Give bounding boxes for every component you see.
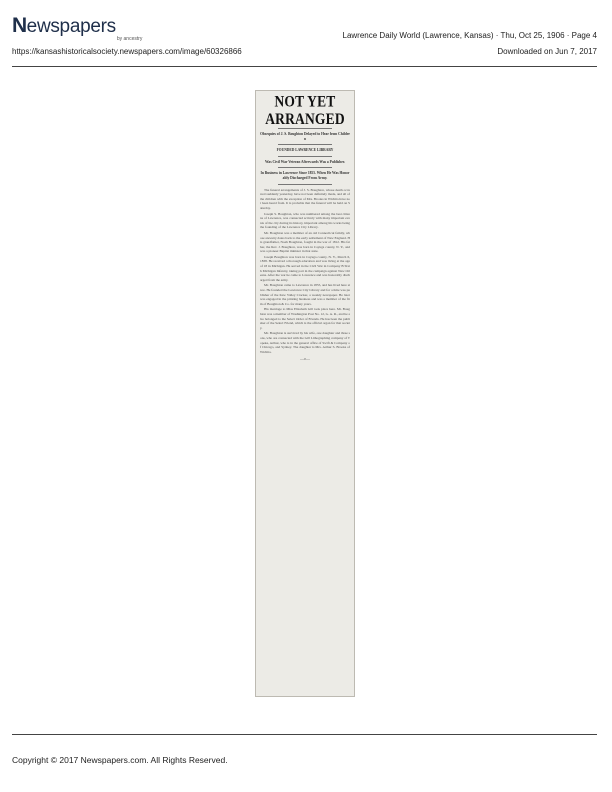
clipping-paragraph: Mr. Boughton was a member of an old Connecticut family, whose ancestry dates back to the early settlement of New England. His grandfather, Noah Boughton, fought in the war of 1812. His father, the Rev. J. Boughton, was born in Cayuga county, N. Y., and was a pioneer Baptist minister in that state. xyxy=(260,230,350,254)
clipping-subhead: Obsequies of J. S. Boughton Delayed to Hear from Children xyxy=(260,132,350,141)
clipping-subhead: In Business in Lawrence Since 1855. When He Was Honorably Discharged From Army. xyxy=(260,171,350,180)
clipping-paragraph: His marriage to Miss Elizabeth Gill took place here. Mr. Boughton was a member of Washington Post No. 12, G. A. R., and he also belonged to the Select Order of Friends. He has been the publisher of the Select Friend, which is the official organ for that society. xyxy=(260,307,350,330)
clipping-body xyxy=(260,188,350,355)
clipping-paragraph: Mr. Boughton is survived by his wife, one daughter and three sons, who are connected with the Gill Lithographing company of Topeka, Arthur, who is in the general office of Swift & Company of Chicago, and Sydney. The daughter is Mrs. Arthur S. Brooks of Wichita. xyxy=(260,331,350,354)
footer-divider xyxy=(12,734,597,735)
clipping-rule xyxy=(278,128,332,129)
publication-info: Lawrence Daily World (Lawrence, Kansas) · Thu, Oct 25, 1906 · Page 4 xyxy=(342,31,597,40)
logo-wordmark: ewspapers xyxy=(26,16,116,37)
clipping-paragraph: Joseph S. Boughton, who was numbered among the best citizens of Lawrence, was connected actively with many important events of the city during its history, important among his works being the founding of the Lawrence City Library. xyxy=(260,211,350,230)
clipping-rule xyxy=(278,144,332,145)
clipping-paragraph: Joseph Boughton was born in Cayuga county, N. Y., March 6, 1838. He received a thorough education and was living at the age of 18 in Michigan. He served in the Civil War in Company B Sixth Michigan Infantry, taking part in the campaign against New Orleans. After the war he came to Lawrence and was honorably discharged from the army. xyxy=(260,254,350,282)
clipping-rule xyxy=(278,156,332,157)
clipping-paragraph: Mr. Boughton came to Lawrence in 1855, and has lived here since. He founded the Lawrence City Library and for a time was publisher of the Kaw Valley Cracker, a weekly newspaper. He later was engaged in the printing business and was a member of the firm of Boughton & Co. for many years. xyxy=(260,283,350,306)
header-divider xyxy=(12,66,597,67)
source-url[interactable]: https://kansashistoricalsociety.newspapers.com/image/60326866 xyxy=(12,47,242,56)
newspaper-clipping xyxy=(255,90,355,697)
clipping-rule xyxy=(278,184,332,185)
logo-initial: N xyxy=(12,14,27,37)
logo-byline: by ancestry xyxy=(116,36,143,42)
clipping-rule xyxy=(278,167,332,168)
newspapers-logo[interactable] xyxy=(12,14,143,42)
clipping-subhead: FOUNDED LAWRENCE LIBRARY xyxy=(276,148,334,153)
download-date: Downloaded on Jun 7, 2017 xyxy=(497,47,597,56)
clipping-subhead: Was Civil War Veteran Afterwards Was a Publisher. xyxy=(265,159,345,164)
clipping-end-mark: —o— xyxy=(300,356,310,362)
clipping-headline: NOT YET ARRANGED xyxy=(265,92,345,128)
copyright-notice: Copyright © 2017 Newspapers.com. All Rights Reserved. xyxy=(12,755,228,765)
clipping-paragraph: The funeral arrangements of J. S. Boughton, whose death occurred suddenly yesterday, have not been definitely made, and all of the children with the exception of Mrs. Brooks in Wichita have not been heard from. It is probable that the funeral will be held on Saturday. xyxy=(260,187,350,210)
